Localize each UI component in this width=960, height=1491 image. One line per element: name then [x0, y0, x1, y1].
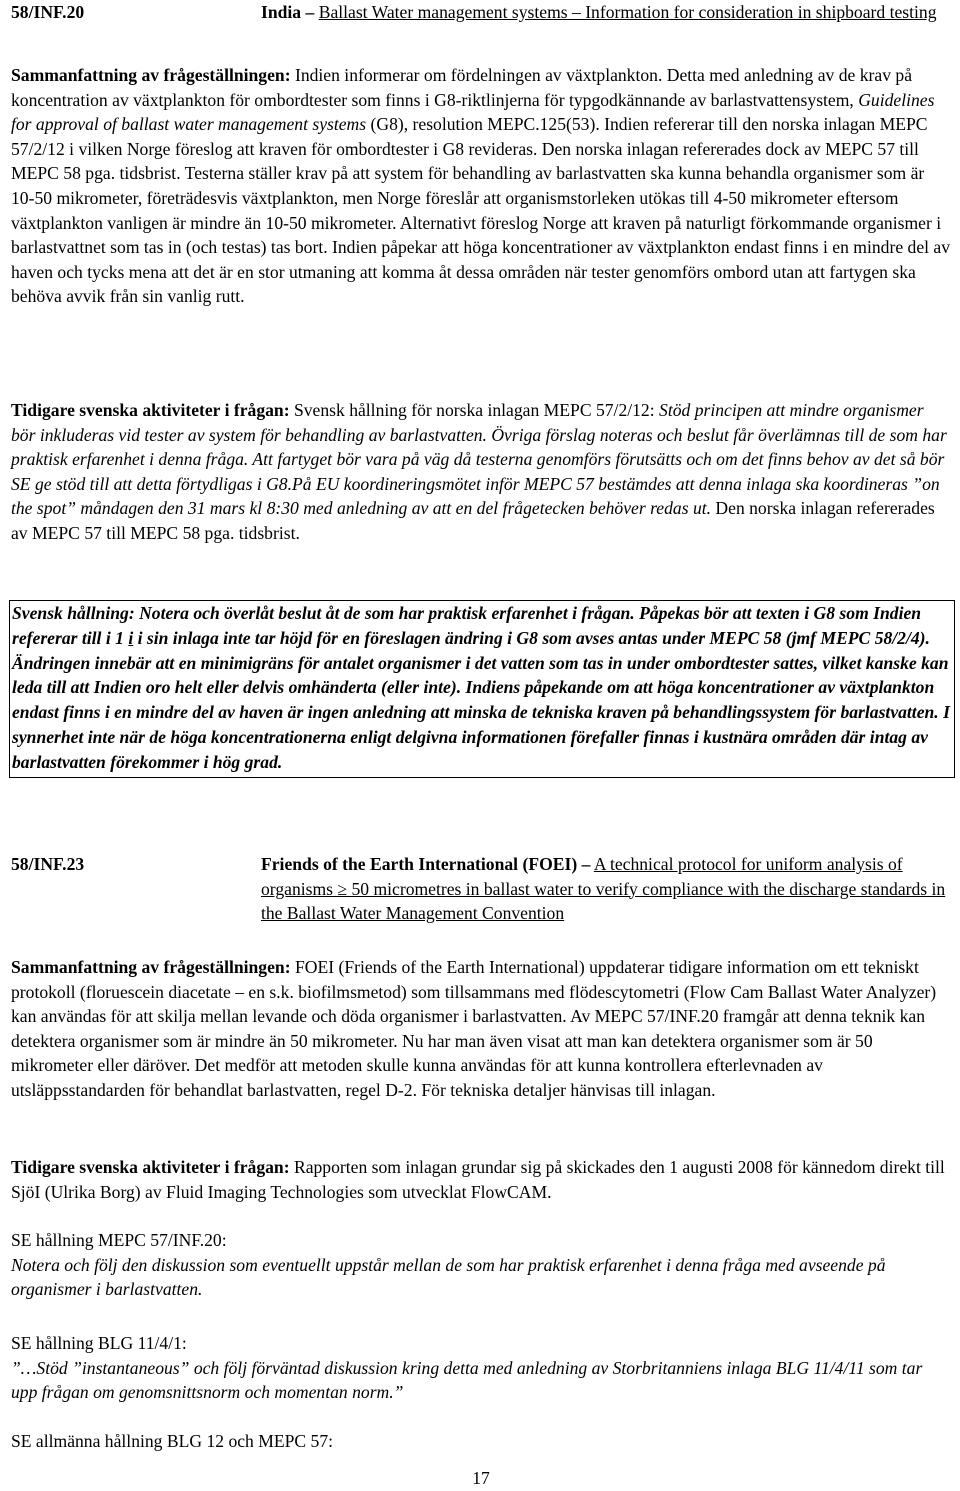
prior-activities-paragraph	[11, 1155, 951, 1204]
se-position-label: SE allmänna hållning BLG 12 och MEPC 57:	[11, 1431, 334, 1451]
submitter: India –	[261, 2, 319, 22]
se-position-label: SE hållning BLG 11/4/1:	[11, 1333, 187, 1353]
position-text-continued: i sin inlaga inte tar höjd för en föreslagen ändring i G8 som avses antas under MEPC 58 (jmf MEPC 58/2/4). Ändringen innebär att en minimigräns för antalet organismer i det vatten som tas in under ombordtester sattes, vilket kanske kan leda till att Indien oro helt eller delvis omhänderta (eller inte). Indiens påpekande om att höga koncentrationer av växtplankton endast finns i en mindre del av haven är ingen anledning att minska de tekniska kraven på behandlingssystem för barlastvatten. I synnerhet inte när de höga koncentrationerna enligt delgivna informationen förefaller finnas i kustnära områden där intag av barlastvatten förekommer i hög grad.	[12, 627, 950, 772]
se-position-label: SE hållning MEPC 57/INF.20:	[11, 1230, 227, 1250]
se-general-position	[11, 1429, 951, 1454]
se-position-text: Notera och följ den diskussion som eventuellt uppstår mellan de som har praktisk erfarenhet i denna fråga med avseende på organismer i barlastvatten.	[11, 1254, 886, 1300]
document-title	[261, 852, 951, 926]
document-code: 58/INF.23	[11, 854, 85, 874]
prior-activities-text: Svensk hållning för norska inlagan MEPC 57/2/12:	[289, 400, 660, 420]
title-text: Ballast Water management systems – Information for consideration in shipboard testing	[318, 2, 937, 22]
prior-activities-label: Tidigare svenska aktiviteter i frågan:	[11, 1157, 290, 1177]
prior-activities-text: Rapporten som inlagan grundar sig på skickades den 1 augusti 2008 för kännedom direkt till SjöI (Ulrika Borg) av Fluid Imaging Technologies som utvecklat FlowCAM.	[11, 1157, 945, 1202]
prior-activities-paragraph	[11, 398, 951, 546]
prior-activities-italic: Stöd principen att mindre organismer bör inkluderas vid tester av system för behandling av barlastvatten. Övriga förslag noteras och beslut får överlämnas till de som har praktisk erfarenhet i denna fråga. Att fartyget bör vara på väg då testerna genomförs förutsätts och om det finns behov av det så bör SE ge stöd till att detta förtydligas i G8.På EU koordineringsmötet inför MEPC 57 bestämdes att denna inlaga ska koordineras ”on the spot” måndagen den 31 mars kl 8:30 med anledning av att en del frågetecken behöver redas ut.	[11, 400, 947, 519]
guidelines-title: Guidelines for approval of ballast water management systems	[11, 89, 935, 135]
summary-paragraph	[11, 955, 951, 1103]
underlined-i: i	[128, 627, 134, 648]
summary-text: Indien informerar om fördelningen av växtplankton. Detta med anledning av de krav på koncentration av växtplankton för ombordtester som finns i G8-riktlinjerna för typgodkännande av barlastvattensystem,	[11, 65, 912, 110]
document-code: 58/INF.20	[11, 2, 85, 22]
prior-activities-label: Tidigare svenska aktiviteter i frågan:	[11, 400, 290, 420]
document-title	[261, 0, 951, 25]
se-position-mepc-57-inf-20	[11, 1228, 951, 1302]
se-position-blg-11-4-1	[11, 1331, 951, 1405]
summary-text: FOEI (Friends of the Earth International) uppdaterar tidigare information om ett tekniskt protokoll (floruescein diacetate – en s.k. biofilmsmetod) som tillsammans med flödescytometri (Flow Cam Ballast Water Analyzer) kan användas för att skilja mellan levande och döda organismer i barlastvatten. Av MEPC 57/INF.20 framgår att denna teknik kan detektera organismer som är mindre än 50 mikrometer. Nu har man även visat att man kan detektera organismer som är 50 mikrometer eller däröver. Det medför att metoden skulle kunna användas för att kunna kontrollera efterlevnaden av utsläppsstandarden för behandlat barlastvatten, regel D-2. För tekniska detaljer hänvisas till inlagan.	[11, 957, 937, 1100]
prior-activities-text-end: Den norska inlagan refererades av MEPC 57 till MEPC 58 pga. tidsbrist.	[11, 498, 935, 543]
swedish-position-box	[9, 600, 955, 778]
page-number: 17	[472, 1468, 490, 1488]
summary-paragraph	[11, 63, 951, 309]
submitter: Friends of the Earth International (FOEI) –	[261, 854, 591, 874]
summary-text-continued: (G8), resolution MEPC.125(53). Indien refererar till den norska inlagan MEPC 57/2/12 i vilken Norge föreslog att kraven för ombordtester i G8 revideras. Den norska inlagan refererades dock av MEPC 57 till MEPC 58 pga. tidsbrist. Testerna ställer krav på att system för behandling av barlastvatten ska kunna behandla organismer som är 10-50 mikrometer, företrädesvis växtplankton, men Norge föreslår att organismstorleken utökas till 4-50 mikrometer eftersom växtplankton vanligen är mindre än 10-50 mikrometer. Alternativt föreslog Norge att kraven på naturligt förkommande organismer i barlastvattnet som tas in (och testas) tas bort. Indien påpekar att höga koncentrationer av växtplankton endast finns i en mindre del av haven och tycks mena att det är en stor utmaning att komma åt dessa områden när tester genomförs ombord utan att fartygen ska behöva avvik från sin vanlig rutt.	[11, 114, 951, 307]
summary-label: Sammanfattning av frågeställningen:	[11, 957, 291, 977]
position-text: Svensk hållning: Notera och överlåt beslut åt de som har praktisk erfarenhet i frågan. Påpekas bör att texten i G8 som Indien refererar till i 1	[12, 603, 922, 648]
se-position-text: ”…Stöd ”instantaneous” och följ förväntad diskussion kring detta med anledning av Storbritanniens inlaga BLG 11/4/11 som tar upp frågan om genomsnittsnorm och momentan norm.”	[11, 1357, 923, 1403]
title-text: A technical protocol for uniform analysis of organisms ≥ 50 micrometres in ballast water to verify compliance with the discharge standards in the Ballast Water Management Convention	[261, 854, 946, 924]
summary-label: Sammanfattning av frågeställningen:	[11, 65, 291, 85]
